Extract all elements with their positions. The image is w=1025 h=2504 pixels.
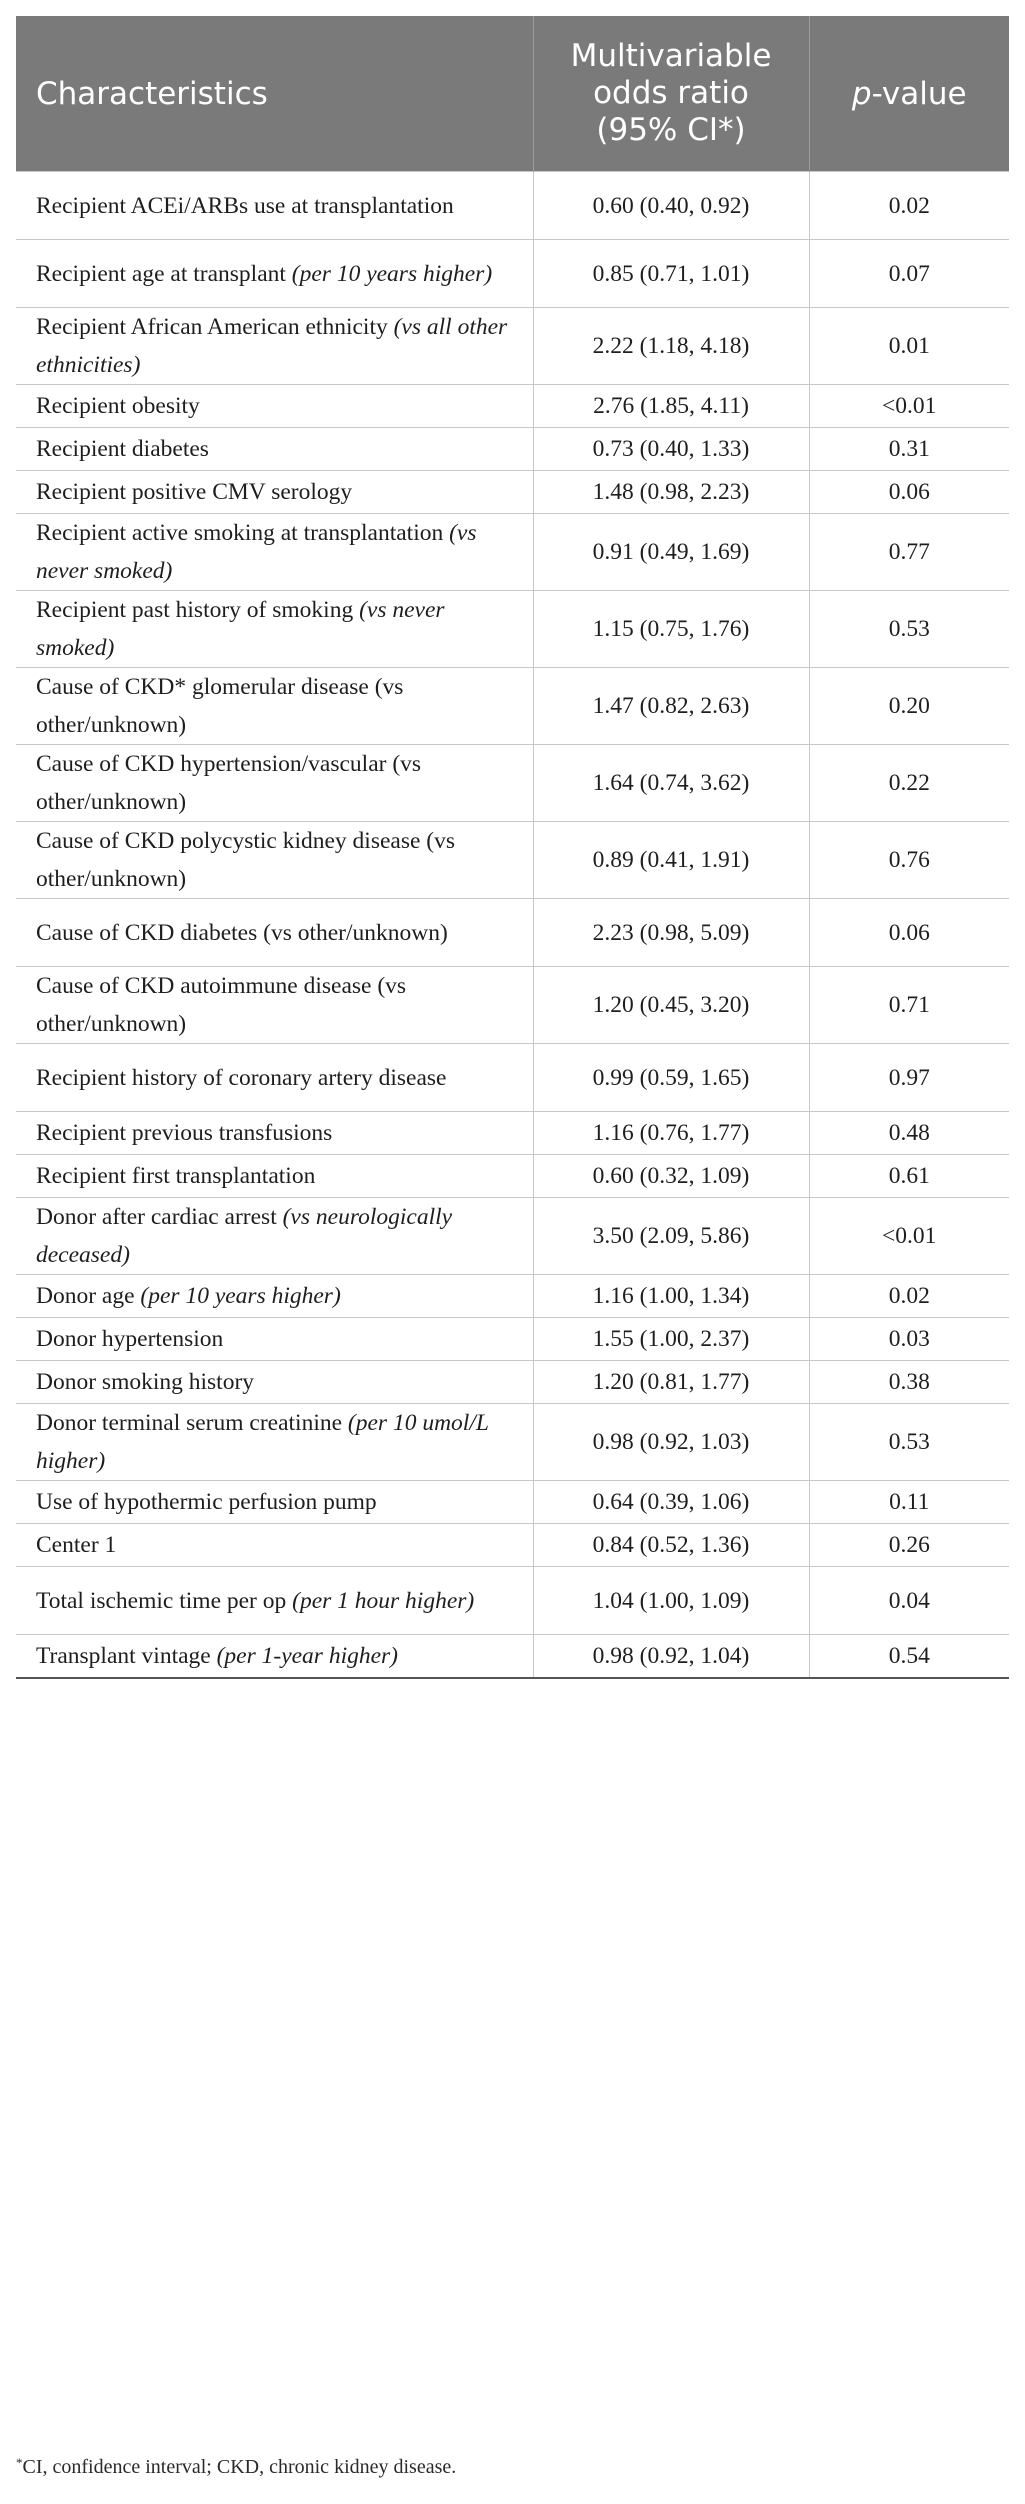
table-row [16,240,1009,308]
header-odds-ratio [533,16,809,172]
p-value-cell: 0.11 [809,1481,1009,1524]
characteristic-cell [16,1404,533,1481]
odds-ratio-cell: 0.84 (0.52, 1.36) [533,1524,809,1567]
characteristic-text: Donor smoking history [36,1369,255,1395]
table-row [16,1318,1009,1361]
table-row [16,1112,1009,1155]
table-row [16,471,1009,514]
p-value-cell: 0.77 [809,514,1009,591]
characteristic-cell [16,591,533,668]
characteristic-cell [16,172,533,240]
characteristic-cell [16,822,533,899]
footnote-text: CI, confidence interval; CKD, chronic kidney disease. [22,2456,457,2478]
characteristic-cell [16,1524,533,1567]
characteristic-text: Recipient positive CMV serology [36,479,353,505]
table-row [16,1524,1009,1567]
table-row [16,385,1009,428]
table-row [16,1635,1009,1678]
characteristic-cell [16,1635,533,1678]
header-p-rest: -value [871,75,967,112]
p-value-cell: 0.20 [809,668,1009,745]
characteristic-cell [16,1275,533,1318]
footnote [16,2456,456,2479]
characteristic-qualifier: (vs all other ethnicities) [36,314,508,378]
header-odds-ratio-line2: odds ratio [593,75,749,111]
characteristic-text: Total ischemic time per op [36,1587,287,1614]
p-value-cell: 0.53 [809,1404,1009,1481]
characteristic-cell [16,1198,533,1275]
p-value-cell: 0.54 [809,1635,1009,1678]
characteristic-text: Recipient past history of smoking [36,597,354,623]
characteristic-qualifier: (vs neurologically deceased) [36,1204,453,1268]
characteristic-text: Cause of CKD autoimmune disease (vs other/unknown) [36,973,407,1037]
p-value-cell: 0.06 [809,471,1009,514]
odds-ratio-cell: 1.48 (0.98, 2.23) [533,471,809,514]
table-row [16,172,1009,240]
footnote-marker: * [16,2455,23,2470]
characteristic-text: Recipient age at transplant [36,260,286,287]
p-value-cell: 0.61 [809,1155,1009,1198]
odds-ratio-cell: 0.89 (0.41, 1.91) [533,822,809,899]
characteristic-cell [16,668,533,745]
odds-ratio-cell: 1.04 (1.00, 1.09) [533,1567,809,1635]
table-row [16,1361,1009,1404]
p-value-cell: 0.04 [809,1567,1009,1635]
table-row [16,308,1009,385]
characteristic-cell [16,471,533,514]
characteristic-text: Recipient ACEi/ARBs use at transplantation [36,192,454,219]
p-value-cell: 0.76 [809,822,1009,899]
odds-ratio-cell: 0.85 (0.71, 1.01) [533,240,809,308]
table-row [16,967,1009,1044]
characteristic-qualifier: (per 1-year higher) [216,1642,399,1669]
table-header [16,16,1009,172]
characteristic-text: Donor hypertension [36,1326,224,1352]
characteristic-text: Use of hypothermic perfusion pump [36,1489,377,1515]
characteristic-cell [16,385,533,428]
characteristic-cell [16,1567,533,1635]
odds-ratio-cell: 1.20 (0.45, 3.20) [533,967,809,1044]
odds-ratio-cell: 0.60 (0.40, 0.92) [533,172,809,240]
characteristic-cell [16,514,533,591]
odds-ratio-cell: 1.55 (1.00, 2.37) [533,1318,809,1361]
header-odds-ratio-line1: Multivariable [570,38,772,74]
odds-ratio-cell: 2.76 (1.85, 4.11) [533,385,809,428]
characteristic-qualifier: (per 10 years higher) [140,1283,341,1309]
characteristic-cell [16,308,533,385]
table-row [16,1198,1009,1275]
characteristic-text: Recipient previous transfusions [36,1120,333,1146]
odds-ratio-cell: 0.73 (0.40, 1.33) [533,428,809,471]
p-value-cell: 0.26 [809,1524,1009,1567]
p-value-cell: <0.01 [809,385,1009,428]
characteristic-cell [16,240,533,308]
characteristic-text: Recipient history of coronary artery disease [36,1064,447,1091]
p-value-cell: <0.01 [809,1198,1009,1275]
characteristic-text: Recipient diabetes [36,436,209,462]
characteristic-text: Donor age [36,1283,135,1309]
characteristic-qualifier: (per 1 hour higher) [292,1587,475,1614]
characteristic-cell [16,899,533,967]
table-row [16,428,1009,471]
odds-ratio-cell: 1.64 (0.74, 3.62) [533,745,809,822]
table-body [16,172,1009,1678]
characteristic-text: Transplant vintage [36,1642,211,1669]
p-value-cell: 0.03 [809,1318,1009,1361]
odds-ratio-cell: 0.98 (0.92, 1.04) [533,1635,809,1678]
table-row [16,822,1009,899]
table-row [16,668,1009,745]
p-value-cell: 0.48 [809,1112,1009,1155]
p-value-cell: 0.38 [809,1361,1009,1404]
table-row [16,591,1009,668]
header-p-value [809,16,1009,172]
characteristic-cell [16,1361,533,1404]
header-odds-ratio-line3: (95% CI*) [596,112,746,148]
odds-ratio-cell: 1.20 (0.81, 1.77) [533,1361,809,1404]
p-value-cell: 0.06 [809,899,1009,967]
odds-ratio-cell: 1.16 (0.76, 1.77) [533,1112,809,1155]
odds-ratio-cell: 0.64 (0.39, 1.06) [533,1481,809,1524]
header-p-italic: p [851,75,872,112]
table-row [16,1044,1009,1112]
p-value-cell: 0.02 [809,1275,1009,1318]
p-value-cell: 0.53 [809,591,1009,668]
table-row [16,1481,1009,1524]
table-row [16,1567,1009,1635]
odds-ratio-cell: 0.91 (0.49, 1.69) [533,514,809,591]
characteristic-text: Recipient obesity [36,393,200,419]
table-row [16,514,1009,591]
characteristic-qualifier: (vs never smoked) [36,520,477,584]
characteristic-cell [16,1481,533,1524]
characteristic-qualifier: (per 10 years higher) [291,260,493,287]
characteristic-text: Center 1 [36,1532,117,1558]
characteristic-qualifier: (per 10 umol/L higher) [36,1410,489,1474]
characteristic-text: Recipient African American ethnicity [36,314,388,340]
table-row [16,1155,1009,1198]
characteristic-cell [16,428,533,471]
odds-ratio-cell: 3.50 (2.09, 5.86) [533,1198,809,1275]
p-value-cell: 0.97 [809,1044,1009,1112]
odds-ratio-cell: 2.23 (0.98, 5.09) [533,899,809,967]
characteristic-cell [16,1155,533,1198]
characteristic-text: Donor after cardiac arrest [36,1204,277,1230]
p-value-cell: 0.02 [809,172,1009,240]
characteristic-text: Cause of CKD polycystic kidney disease (vs other/unknown) [36,828,456,892]
odds-ratio-cell: 1.15 (0.75, 1.76) [533,591,809,668]
characteristic-cell [16,1044,533,1112]
p-value-cell: 0.22 [809,745,1009,822]
odds-ratio-cell: 2.22 (1.18, 4.18) [533,308,809,385]
characteristic-cell [16,1318,533,1361]
characteristic-text: Cause of CKD hypertension/vascular (vs other/unknown) [36,751,422,815]
characteristic-cell [16,967,533,1044]
odds-ratio-cell: 1.16 (1.00, 1.34) [533,1275,809,1318]
characteristic-text: Recipient active smoking at transplantation [36,520,444,546]
characteristic-text: Cause of CKD diabetes (vs other/unknown) [36,919,448,946]
odds-ratio-cell: 0.98 (0.92, 1.03) [533,1404,809,1481]
table-row [16,899,1009,967]
header-characteristics: Characteristics [16,16,533,172]
p-value-cell: 0.71 [809,967,1009,1044]
table-row [16,1404,1009,1481]
characteristic-text: Donor terminal serum creatinine [36,1410,343,1436]
table-row [16,745,1009,822]
odds-ratio-cell: 0.99 (0.59, 1.65) [533,1044,809,1112]
characteristic-text: Recipient first transplantation [36,1163,316,1189]
characteristic-qualifier: (vs never smoked) [36,597,445,661]
characteristic-cell [16,745,533,822]
odds-ratio-table [16,16,1009,1679]
p-value-cell: 0.01 [809,308,1009,385]
characteristic-cell [16,1112,533,1155]
p-value-cell: 0.07 [809,240,1009,308]
p-value-cell: 0.31 [809,428,1009,471]
odds-ratio-cell: 0.60 (0.32, 1.09) [533,1155,809,1198]
table-row [16,1275,1009,1318]
characteristic-text: Cause of CKD* glomerular disease (vs other/unknown) [36,674,404,738]
odds-ratio-cell: 1.47 (0.82, 2.63) [533,668,809,745]
